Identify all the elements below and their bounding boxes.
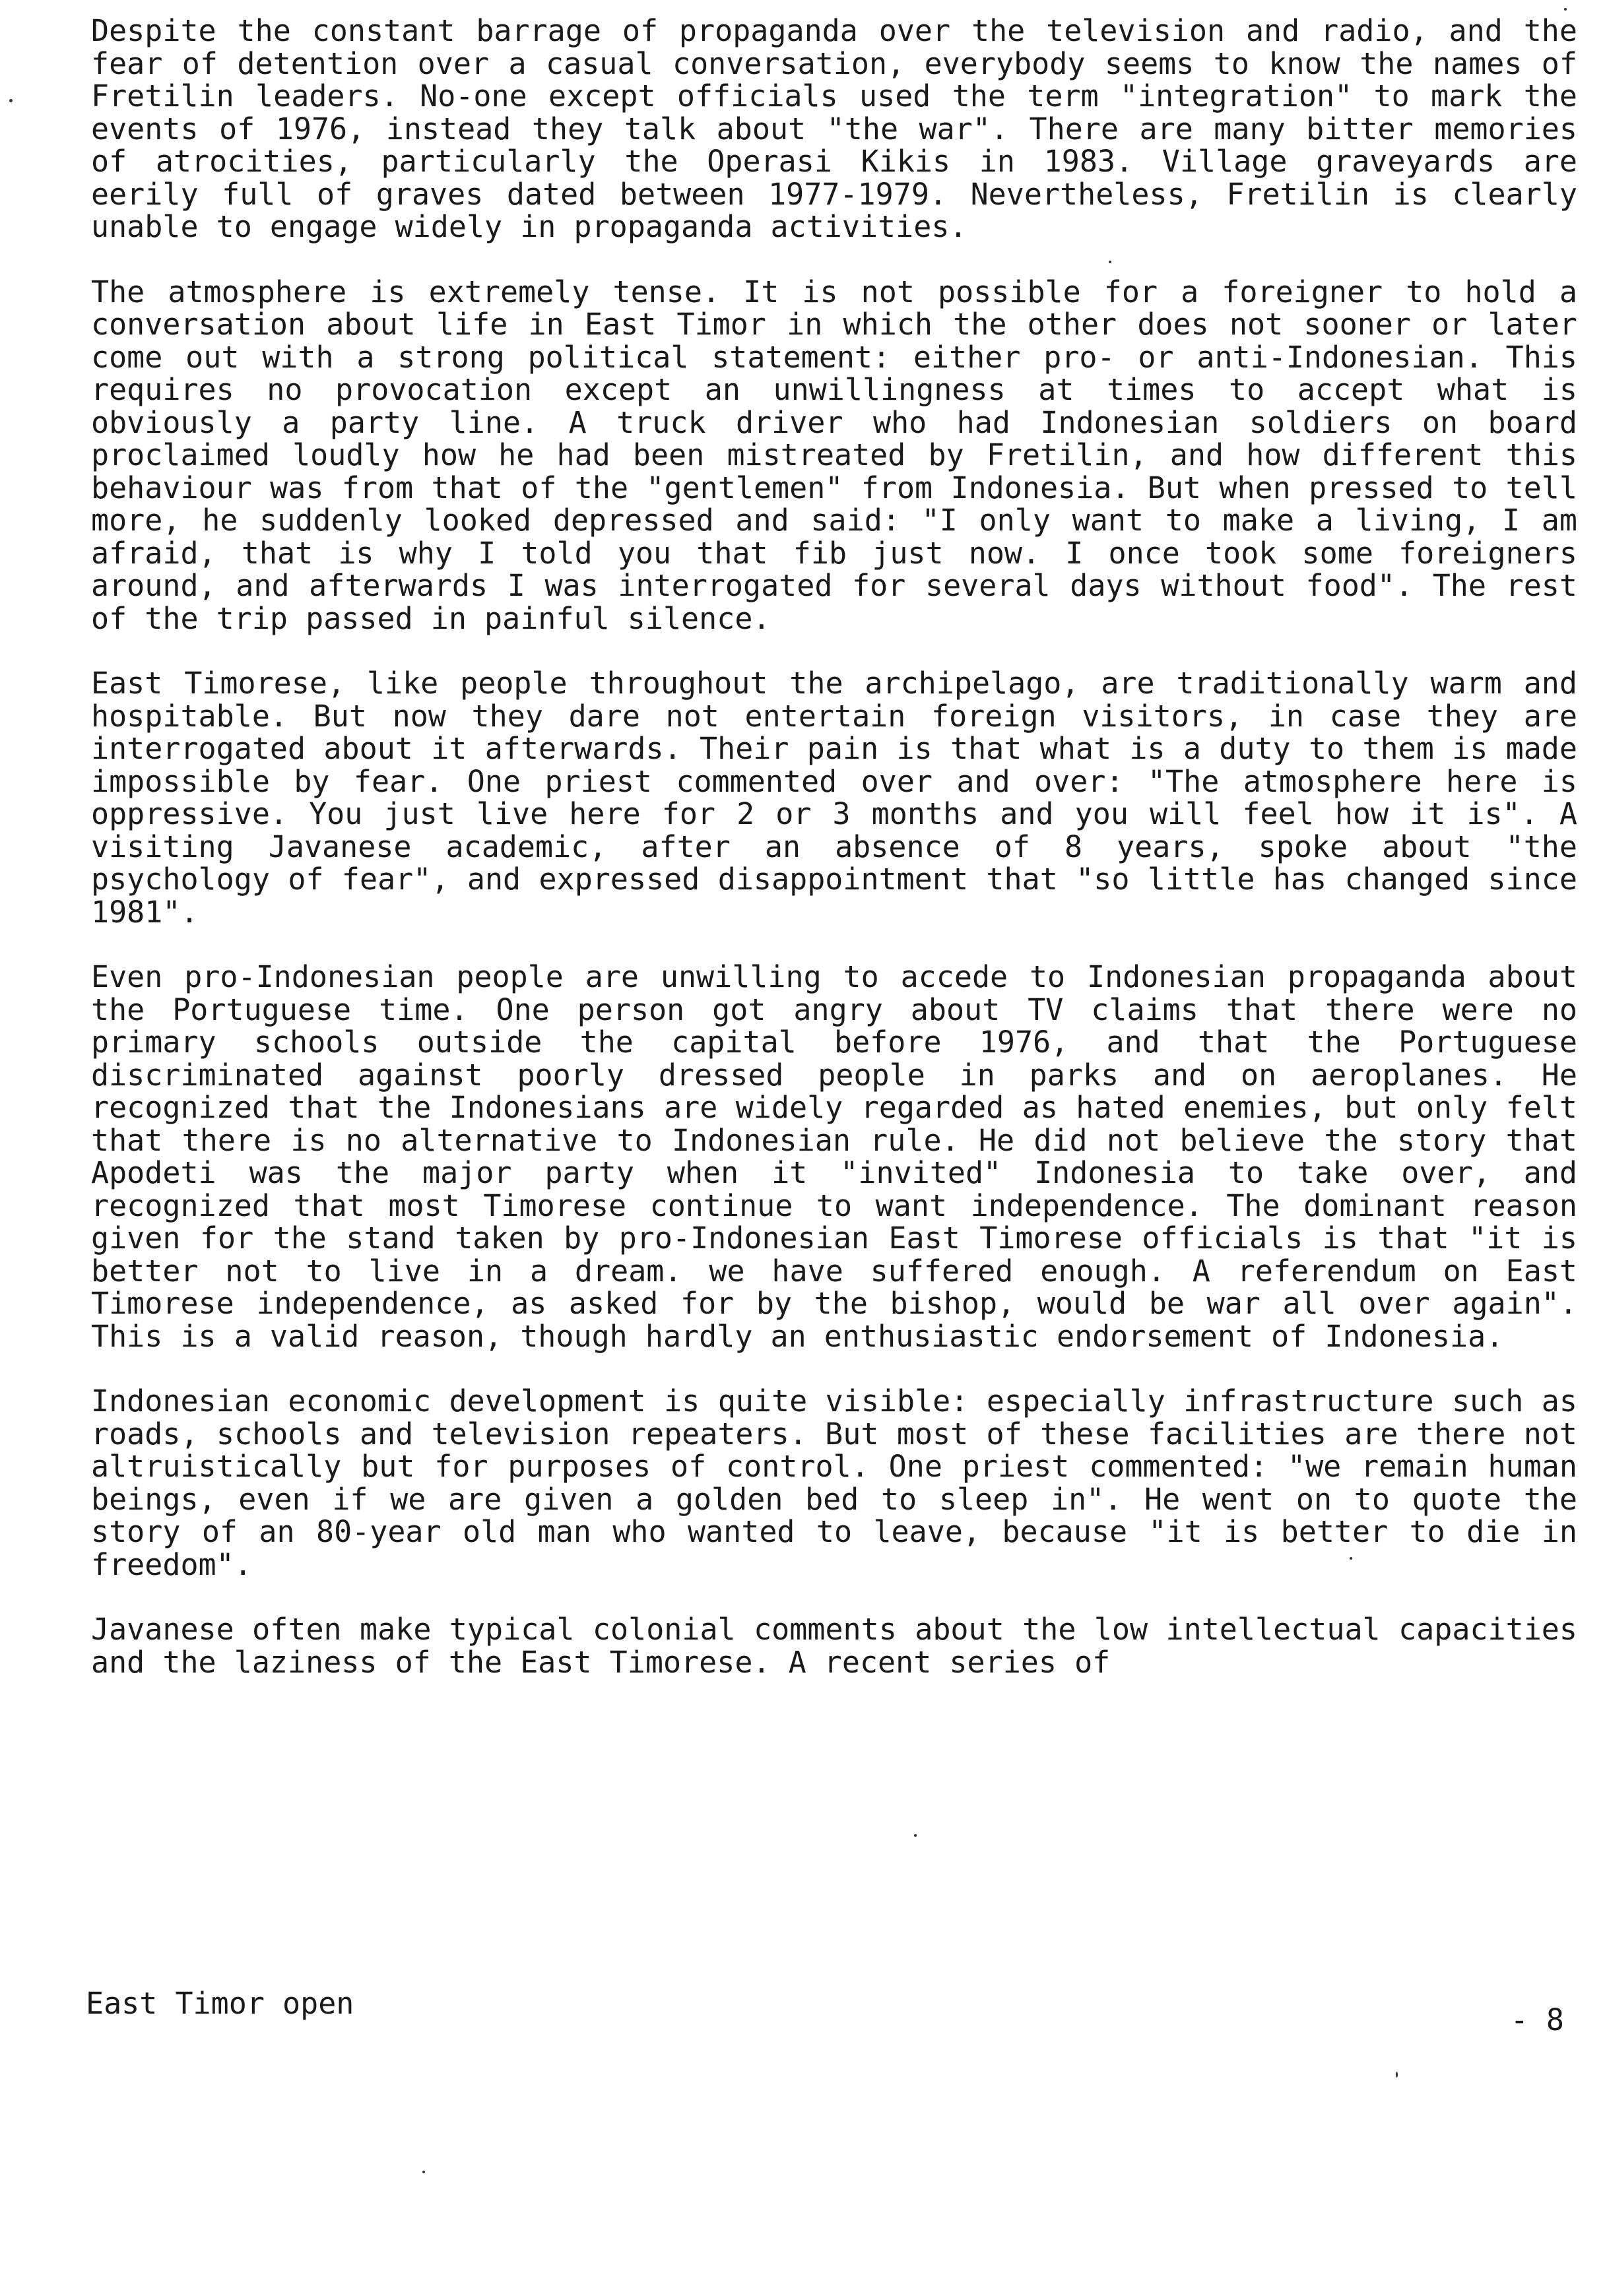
scan-speck: [914, 1834, 917, 1837]
scan-speck: [422, 2171, 425, 2173]
scan-speck: [1564, 8, 1567, 11]
footer-title: East Timor open: [86, 1986, 354, 2021]
paragraph-1: Despite the constant barrage of propaganda over the television and radio, and the fear of detention over a casual conversation, everybody seems to know the names of Fretilin leaders. No-one except officials used the term "integration" to mark the events of 1976, instead they talk about "the war". There are many bitter memories of atrocities, particularly the Operasi Kikis in 1983. Village graveyards are eerily full of graves dated between 1977-1979. Nevertheless, Fretilin is clearly unable to engage widely in propaganda activities.: [91, 13, 1577, 244]
paragraph-6: Javanese often make typical colonial comments about the low intellectual capacities and the laziness of the East Timorese. A recent series of: [91, 1612, 1577, 1680]
page-number: - 8: [1510, 2002, 1564, 2037]
paragraph-3: East Timorese, like people throughout the archipelago, are traditionally warm and hospitable. But now they dare not entertain foreign visitors, in case they are interrogated about it afterwards. Their pain is that what is a duty to them is made impossible by fear. One priest commented over and over: "The atmosphere here is oppressive. You just live here for 2 or 3 months and you will feel how it is". A visiting Javanese academic, after an absence of 8 years, spoke about "the psychology of fear", and expressed disappointment that "so little has changed since 1981".: [91, 666, 1577, 930]
body-text: [91, 15, 1577, 1711]
scan-speck: [1109, 261, 1111, 263]
scan-speck: [1396, 2072, 1398, 2078]
paragraph-2: The atmosphere is extremely tense. It is not possible for a foreigner to hold a conversation about life in East Timor in which the other does not sooner or later come out with a strong political statement: either pro- or anti-Indonesian. This requires no provocation except an unwillingness at times to accept what is obviously a party line. A truck driver who had Indonesian soldiers on board proclaimed loudly how he had been mistreated by Fretilin, and how different this behaviour was from that of the "gentlemen" from Indonesia. But when pressed to tell more, he suddenly looked depressed and said: "I only want to make a living, I am afraid, that is why I told you that fib just now. I once took some foreigners around, and afterwards I was interrogated for several days without food". The rest of the trip passed in painful silence.: [91, 274, 1577, 636]
paragraph-4: Even pro-Indonesian people are unwilling to accede to Indonesian propaganda about the Portuguese time. One person got angry about TV claims that there were no primary schools outside the capital before 1976, and that the Portuguese discriminated against poorly dressed people in parks and on aeroplanes. He recognized that the Indonesians are widely regarded as hated enemies, but only felt that there is no alternative to Indonesian rule. He did not believe the story that Apodeti was the major party when it "invited" Indonesia to take over, and recognized that most Timorese continue to want independence. The dominant reason given for the stand taken by pro-Indonesian East Timorese officials is that "it is better not to live in a dream. we have suffered enough. A referendum on East Timorese independence, as asked for by the bishop, would be war all over again". This is a valid reason, though hardly an enthusiastic endorsement of Indonesia.: [91, 959, 1577, 1354]
scan-speck: [9, 99, 13, 102]
scan-speck: [1350, 1557, 1352, 1560]
paragraph-5: Indonesian economic development is quite visible: especially infrastructure such as roads, schools and television repeaters. But most of these facilities are there not altruistically but for purposes of control. One priest commented: "we remain human beings, even if we are given a golden bed to sleep in". He went on to quote the story of an 80-year old man who wanted to leave, because "it is better to die in freedom".: [91, 1384, 1577, 1582]
